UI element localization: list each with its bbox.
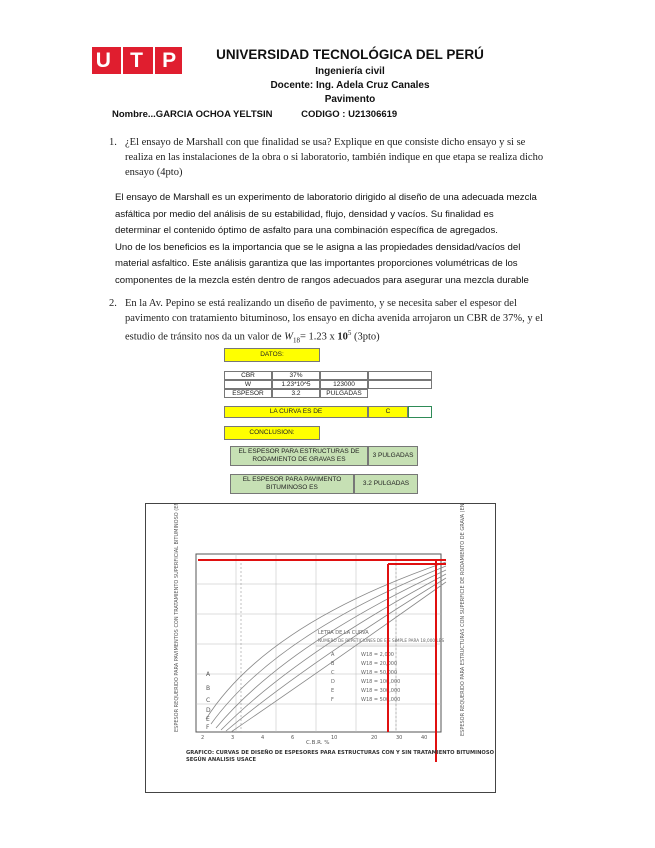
question-line bbox=[125, 326, 579, 349]
curve-c bbox=[216, 570, 446, 728]
chart-caption-1: GRAFICO: CURVAS DE DISEÑO DE ESPESORES PARA ESTRUCTURAS CON Y SIN TRATAMIENTO BITUMINOSO bbox=[186, 750, 494, 756]
curva-label: LA CURVA ES DE bbox=[224, 406, 368, 418]
y-right-label: ESPESOR REQUERIDO PARA ESTRUCTURAS CON SUPERFICIE DE RODAMIENTO DE GRAVA (EN PULGADAS) bbox=[460, 504, 466, 736]
curve-letter: D bbox=[206, 707, 211, 714]
teacher: Docente: Ing. Adela Cruz Canales bbox=[270, 80, 430, 91]
cbr-label: CBR bbox=[224, 371, 272, 380]
design-chart bbox=[145, 503, 496, 793]
question-line: ensayo (4pto) bbox=[125, 167, 183, 178]
x-tick: 20 bbox=[371, 735, 378, 741]
answer-line: El ensayo de Marshall es un experimento de laboratorio dirigido al diseño de una adecuada mezcla bbox=[115, 192, 537, 203]
x-tick: 4 bbox=[261, 735, 265, 741]
espesor-label: ESPESOR bbox=[224, 389, 272, 398]
question-text: = 1.23 x bbox=[299, 331, 338, 343]
legend-value: W18 = 300,000 bbox=[361, 688, 401, 694]
legend-letter: C bbox=[331, 670, 335, 676]
x-tick: 2 bbox=[201, 735, 205, 741]
answer-line: asfáltica por medio del análisis de su estabilidad, flujo, densidad y vacíos. Su finalidad es bbox=[115, 208, 494, 220]
legend-value: W18 = 50,000 bbox=[361, 670, 398, 676]
student-name: Nombre...GARCIA OCHOA YELTSIN bbox=[112, 109, 273, 120]
question-line: pavimento con tratamiento bituminoso, los ensayo en dicha avenida arrojaron un CBR de 37%, y el bbox=[125, 313, 543, 324]
x-axis-label: C.B.R. % bbox=[306, 740, 330, 746]
student-info bbox=[112, 109, 423, 120]
legend-letter: B bbox=[331, 661, 335, 667]
w-symbol: W bbox=[284, 331, 293, 343]
x-tick: 3 bbox=[231, 735, 235, 741]
chart-caption-2: SEGÚN ANALISIS USACE bbox=[186, 757, 257, 763]
question-text: (3pto) bbox=[351, 331, 380, 343]
curve-letters bbox=[206, 671, 211, 731]
espesor-unit: PULGADAS bbox=[320, 389, 368, 398]
conclusion-cell: CONCLUSION: bbox=[224, 426, 320, 440]
curva-value: C bbox=[368, 406, 408, 418]
answer-line: material asfaltico. Este análisis garantiza que las importantes proporciones volumétricas de los bbox=[115, 258, 518, 269]
faculty: Ingeniería civil bbox=[315, 66, 385, 77]
conclusion-row-2-value: 3.2 PULGADAS bbox=[354, 474, 418, 494]
chart-legend bbox=[316, 630, 445, 703]
legend-value: W18 = 2,000 bbox=[361, 652, 394, 658]
empty-cell bbox=[320, 371, 368, 380]
grid bbox=[196, 554, 441, 732]
legend-letter: D bbox=[331, 679, 335, 685]
curve-letter: F bbox=[206, 724, 210, 731]
logo-letter-u: U bbox=[95, 48, 113, 72]
x-tick: 30 bbox=[396, 735, 403, 741]
datos-cell: DATOS: bbox=[224, 348, 320, 362]
answer-line: Uno de los beneficios es la importancia que se le asigna a las propiedades densidad/vacíos del bbox=[115, 241, 521, 253]
w-label: W bbox=[224, 380, 272, 389]
empty-cell bbox=[368, 380, 432, 389]
plot-frame bbox=[196, 554, 441, 732]
curve-letter: C bbox=[206, 697, 211, 704]
curve-letter: A bbox=[206, 671, 211, 678]
university-title: UNIVERSIDAD TECNOLÓGICA DEL PERÚ bbox=[216, 47, 484, 62]
conclusion-row-1-label: EL ESPESOR PARA ESTRUCTURAS DE RODAMIENTO DE GRAVAS ES bbox=[230, 446, 368, 466]
x-tick: 6 bbox=[291, 735, 295, 741]
empty-cell bbox=[408, 406, 432, 418]
question-line: En la Av. Pepino se está realizando un diseño de pavimento, y se necesita saber el espesor del bbox=[125, 298, 517, 309]
question-number: 2. bbox=[109, 298, 117, 309]
utp-logo bbox=[92, 47, 182, 74]
empty-cell bbox=[368, 371, 432, 380]
answer-line: determinar el contenido óptimo de asfalto para una combinación específica de agregados. bbox=[115, 225, 498, 236]
question-1 bbox=[109, 135, 579, 180]
course: Pavimento bbox=[324, 94, 376, 105]
logo-letter-t: T bbox=[130, 48, 145, 72]
legend-col2: NUMERO DE REPETICIONES DE EJE SIMPLE PARA 18,000 LBS bbox=[318, 638, 445, 643]
conclusion-row-1-value: 3 PULGADAS bbox=[368, 446, 418, 466]
curve-f bbox=[231, 582, 446, 732]
answer-line: componentes de la mezcla estén dentro de rangos adecuados para asegurar una mezcla durable bbox=[115, 274, 529, 286]
legend-letter: A bbox=[331, 652, 335, 658]
y-left-label: ESPESOR REQUERIDO PARA PAVIMENTOS CON TRATAMIENTO SUPERFICIAL BITUMINOSO (EN PULGADAS) bbox=[174, 504, 180, 732]
legend-letter: E bbox=[331, 688, 335, 694]
x-tick: 40 bbox=[421, 735, 428, 741]
legend-col1: LETRA DE LA CURVA bbox=[318, 630, 369, 636]
legend-value: W18 = 500,000 bbox=[361, 697, 401, 703]
curve-e bbox=[226, 578, 446, 731]
legend-value: W18 = 100,000 bbox=[361, 679, 401, 685]
logo-letter-p: P bbox=[162, 48, 179, 72]
cbr-value: 37% bbox=[272, 371, 320, 380]
question-text: estudio de tránsito nos da un valor de bbox=[125, 331, 285, 343]
curve-letter: B bbox=[206, 685, 211, 692]
logo-separator bbox=[121, 47, 123, 74]
w-subscript: 18 bbox=[292, 336, 300, 345]
legend-value: W18 = 20,000 bbox=[361, 661, 398, 667]
ten: 10 bbox=[337, 331, 348, 343]
logo-separator bbox=[153, 47, 155, 74]
w-value-2: 123000 bbox=[320, 380, 368, 389]
question-2 bbox=[109, 296, 579, 349]
question-line: ¿El ensayo de Marshall con que finalidad se usa? Explique en que consiste dicho ensayo y si se bbox=[125, 137, 526, 148]
espesor-value: 3.2 bbox=[272, 389, 320, 398]
question-line: realiza en las instalaciones de la obra o si laboratorio, también indique en que etapa se realiza dicho bbox=[125, 152, 544, 163]
question-number: 1. bbox=[109, 137, 117, 148]
answer-1 bbox=[115, 190, 585, 289]
x-tick: 10 bbox=[331, 735, 338, 741]
conclusion-row-2-label: EL ESPESOR PARA PAVIMENTO BITUMINOSO ES bbox=[230, 474, 354, 494]
design-curves bbox=[206, 562, 446, 732]
curve-letter: E bbox=[206, 716, 210, 723]
student-code: CODIGO : U21306619 bbox=[301, 109, 398, 120]
chart-svg bbox=[146, 504, 497, 794]
w-value: 1.23*10^5 bbox=[272, 380, 320, 389]
curve-b bbox=[211, 566, 446, 724]
legend-letter: F bbox=[331, 697, 334, 703]
exponent: 5 bbox=[347, 329, 352, 337]
